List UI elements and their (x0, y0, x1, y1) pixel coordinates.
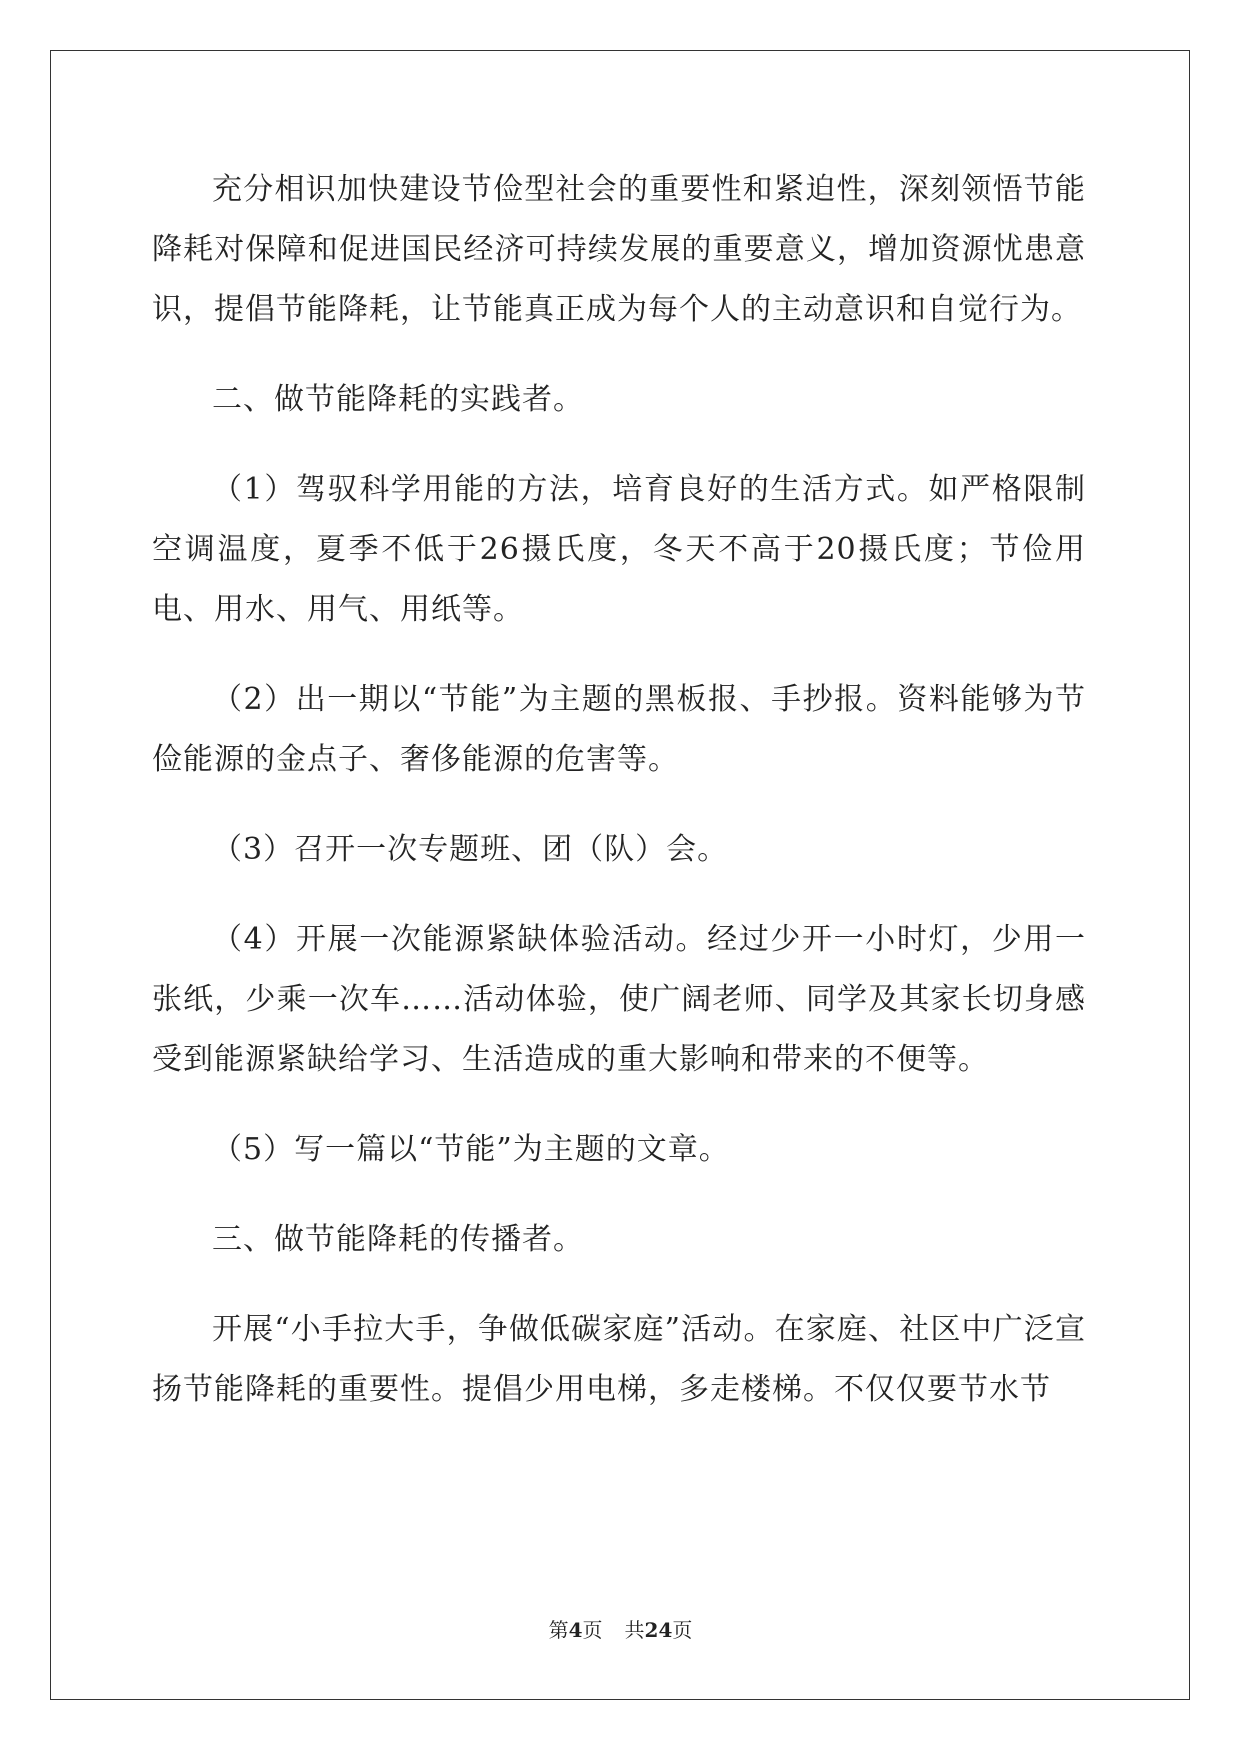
page-prefix: 第 (548, 1618, 569, 1642)
list-item-2: （2）出一期以“节能”为主题的黑板报、手抄报。资料能够为节俭能源的金点子、奢侈能源的危害等。 (152, 682, 1086, 777)
total-pages: 24 (644, 1618, 673, 1642)
section-heading-practitioner: 二、做节能降耗的实践者。 (212, 382, 584, 417)
page-suffix: 页 (582, 1618, 603, 1642)
page-footer (0, 1618, 1241, 1642)
document-body (152, 160, 1086, 1420)
paragraph-awareness: 充分相识加快建设节俭型社会的重要性和紧迫性，深刻领悟节能降耗对保障和促进国民经济可持续发展的重要意义，增加资源忧患意识，提倡节能降耗，让节能真正成为每个人的主动意识和自觉行为。 (152, 172, 1086, 327)
list-item-5: （5）写一篇以“节能”为主题的文章。 (212, 1132, 730, 1167)
page-number: 4 (568, 1618, 583, 1642)
list-item-4: （4）开展一次能源紧缺体验活动。经过少开一小时灯，少用一张纸，少乘一次车……活动体验，使广阔老师、同学及其家长切身感受到能源紧缺给学习、生活造成的重大影响和带来的不便等。 (152, 922, 1086, 1077)
total-prefix: 共 (624, 1618, 645, 1642)
total-suffix: 页 (672, 1618, 693, 1642)
list-item-3: （3）召开一次专题班、团（队）会。 (212, 832, 729, 867)
paragraph-campaign: 开展“小手拉大手，争做低碳家庭”活动。在家庭、社区中广泛宣扬节能降耗的重要性。提倡少用电梯，多走楼梯。不仅仅要节水节 (152, 1312, 1086, 1407)
section-heading-communicator: 三、做节能降耗的传播者。 (212, 1222, 584, 1257)
list-item-1: （1）驾驭科学用能的方法，培育良好的生活方式。如严格限制空调温度，夏季不低于26摄氏度，冬天不高于20摄氏度；节俭用电、用水、用气、用纸等。 (152, 472, 1086, 627)
